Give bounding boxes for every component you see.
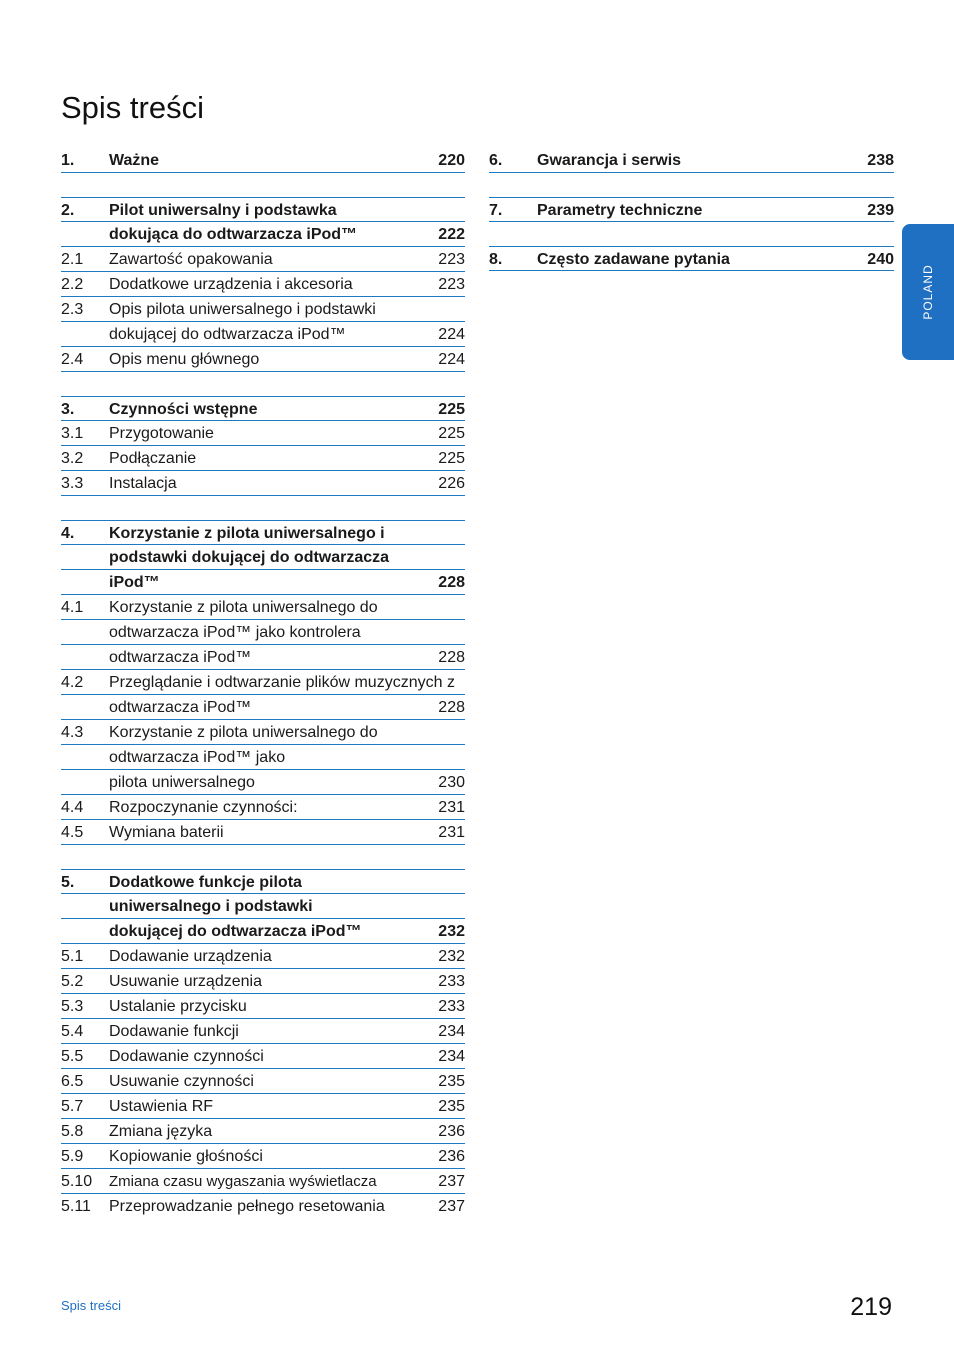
toc-entry-text: Zmiana czasu wygaszania wyświetlacza bbox=[109, 1173, 377, 1190]
toc-entry[interactable] bbox=[61, 795, 465, 820]
toc-entry[interactable] bbox=[61, 620, 465, 645]
toc-entry-page: 224 bbox=[438, 326, 465, 343]
toc-entry-num: 5.7 bbox=[61, 1098, 84, 1115]
toc-spacer bbox=[61, 496, 465, 520]
toc-entry-page: 225 bbox=[438, 450, 465, 467]
toc-entry[interactable] bbox=[61, 595, 465, 620]
toc-entry-num: 5.1 bbox=[61, 948, 84, 965]
toc-entry-num: 5.10 bbox=[61, 1173, 93, 1190]
toc-entry-page: 240 bbox=[867, 251, 894, 268]
toc-entry-page: 239 bbox=[867, 202, 894, 219]
toc-entry[interactable] bbox=[61, 272, 465, 297]
toc-entry[interactable] bbox=[61, 197, 465, 222]
toc-entry-text: uniwersalnego i podstawki bbox=[109, 898, 313, 915]
toc-entry-num: 4. bbox=[61, 525, 75, 542]
toc-entry-text: odtwarzacza iPod™ bbox=[109, 699, 252, 716]
toc-entry-num: 6. bbox=[489, 152, 503, 169]
toc-entry-page: 235 bbox=[438, 1098, 465, 1115]
toc-entry-num: 3.2 bbox=[61, 450, 84, 467]
toc-entry-page: 231 bbox=[438, 824, 465, 841]
footer-section-label: Spis treści bbox=[61, 1298, 121, 1313]
toc-entry-num: 4.4 bbox=[61, 799, 84, 816]
toc-entry-page: 236 bbox=[438, 1123, 465, 1140]
toc-entry-num: 4.1 bbox=[61, 599, 84, 616]
toc-entry[interactable] bbox=[61, 1144, 465, 1169]
toc-entry-page: 226 bbox=[438, 475, 465, 492]
language-tab-label: POLAND bbox=[921, 264, 935, 320]
toc-entry[interactable] bbox=[61, 1069, 465, 1094]
toc-entry-text: odtwarzacza iPod™ jako kontrolera bbox=[109, 624, 361, 641]
toc-entry-num: 5.11 bbox=[61, 1198, 91, 1215]
toc-entry-text: Dodatkowe funkcje pilota bbox=[109, 874, 302, 891]
toc-entry-text: Przeprowadzanie pełnego resetowania bbox=[109, 1198, 385, 1215]
toc-entry-page: 234 bbox=[438, 1023, 465, 1040]
toc-entry[interactable] bbox=[61, 471, 465, 496]
page-title: Spis treści bbox=[61, 90, 204, 125]
toc-entry[interactable] bbox=[61, 770, 465, 795]
toc-entry-text: dokującej do odtwarzacza iPod™ bbox=[109, 923, 362, 940]
toc-entry-text: pilota uniwersalnego bbox=[109, 774, 255, 791]
toc-entry-text: Korzystanie z pilota uniwersalnego do bbox=[109, 724, 378, 741]
toc-entry-num: 1. bbox=[61, 152, 75, 169]
toc-entry-num: 4.2 bbox=[61, 674, 84, 691]
toc-entry-text: Ustalanie przycisku bbox=[109, 998, 247, 1015]
toc-entry-num: 3. bbox=[61, 401, 75, 418]
toc-entry-text: Gwarancja i serwis bbox=[537, 152, 682, 169]
toc-entry-text: dokująca do odtwarzacza iPod™ bbox=[109, 226, 358, 243]
toc-entry-page: 228 bbox=[438, 574, 465, 591]
toc-entry-text: iPod™ bbox=[109, 574, 160, 591]
language-tab bbox=[902, 224, 954, 360]
toc-entry-page: 232 bbox=[438, 948, 465, 965]
toc-entry-page: 237 bbox=[438, 1198, 465, 1215]
toc-entry[interactable] bbox=[61, 148, 465, 173]
toc-entry[interactable] bbox=[61, 247, 465, 272]
toc-entry[interactable] bbox=[61, 297, 465, 322]
toc-entry[interactable] bbox=[61, 994, 465, 1019]
toc-entry[interactable] bbox=[61, 1044, 465, 1069]
toc-entry-num: 4.5 bbox=[61, 824, 84, 841]
toc-entry-text: Usuwanie urządzenia bbox=[109, 973, 262, 990]
toc-entry-text: Korzystanie z pilota uniwersalnego i bbox=[109, 525, 385, 542]
toc-entry-page: 225 bbox=[438, 401, 465, 418]
toc-entry-num: 5.2 bbox=[61, 973, 84, 990]
toc-entry-page: 233 bbox=[438, 998, 465, 1015]
toc-entry-text: Pilot uniwersalny i podstawka bbox=[109, 202, 337, 219]
toc-entry[interactable] bbox=[61, 222, 465, 247]
toc-entry-text: Wymiana baterii bbox=[109, 824, 224, 841]
toc-entry[interactable] bbox=[61, 347, 465, 372]
toc-entry-num: 2.2 bbox=[61, 276, 84, 293]
toc-spacer bbox=[61, 845, 465, 869]
toc-entry-num: 3.3 bbox=[61, 475, 84, 492]
toc-entry-page: 220 bbox=[438, 152, 465, 169]
toc-spacer bbox=[61, 372, 465, 396]
toc-entry-num: 2. bbox=[61, 202, 75, 219]
toc-entry[interactable] bbox=[61, 421, 465, 446]
toc-entry-page: 228 bbox=[438, 649, 465, 666]
toc-entry[interactable] bbox=[61, 446, 465, 471]
toc-entry-page: 237 bbox=[438, 1173, 465, 1190]
toc-entry[interactable] bbox=[61, 1119, 465, 1144]
toc-entry-page: 234 bbox=[438, 1048, 465, 1065]
toc-entry-text: Zawartość opakowania bbox=[109, 251, 273, 268]
toc-entry-page: 236 bbox=[438, 1148, 465, 1165]
toc-entry[interactable] bbox=[61, 695, 465, 720]
toc-entry-text: Przygotowanie bbox=[109, 425, 214, 442]
toc-entry-page: 238 bbox=[867, 152, 894, 169]
toc-entry-page: 222 bbox=[438, 226, 465, 243]
toc-entry[interactable] bbox=[61, 1194, 465, 1219]
toc-entry-page: 233 bbox=[438, 973, 465, 990]
toc-entry-text: Usuwanie czynności bbox=[109, 1073, 254, 1090]
toc-entry-page: 235 bbox=[438, 1073, 465, 1090]
toc-spacer bbox=[61, 173, 465, 197]
toc-entry-text: Ważne bbox=[109, 152, 160, 169]
toc-entry-num: 6.5 bbox=[61, 1073, 84, 1090]
toc-entry-page: 231 bbox=[438, 799, 465, 816]
toc-entry-text: Przeglądanie i odtwarzanie plików muzycznych z bbox=[109, 674, 455, 691]
toc-entry-text: Dodatkowe urządzenia i akcesoria bbox=[109, 276, 353, 293]
toc-entry[interactable] bbox=[489, 148, 894, 173]
toc-entry[interactable] bbox=[61, 520, 465, 545]
toc-entry-page: 230 bbox=[438, 774, 465, 791]
toc-left-column bbox=[61, 148, 465, 1219]
toc-entry[interactable] bbox=[61, 645, 465, 670]
toc-right-column bbox=[489, 148, 894, 271]
toc-entry-text: Korzystanie z pilota uniwersalnego do bbox=[109, 599, 378, 616]
toc-entry-num: 7. bbox=[489, 202, 503, 219]
toc-entry-num: 8. bbox=[489, 251, 503, 268]
toc-entry-text: Dodawanie urządzenia bbox=[109, 948, 272, 965]
toc-entry-page: 225 bbox=[438, 425, 465, 442]
toc-entry-text: Dodawanie funkcji bbox=[109, 1023, 239, 1040]
toc-entry-text: Instalacja bbox=[109, 475, 177, 492]
toc-entry-text: Podłączanie bbox=[109, 450, 197, 467]
toc-entry[interactable] bbox=[61, 670, 465, 695]
toc-entry[interactable] bbox=[61, 396, 465, 421]
toc-entry-num: 5. bbox=[61, 874, 75, 891]
toc-entry-num: 5.5 bbox=[61, 1048, 84, 1065]
toc-entry-text: dokującej do odtwarzacza iPod™ bbox=[109, 326, 346, 343]
toc-entry[interactable] bbox=[61, 745, 465, 770]
toc-entry[interactable] bbox=[61, 969, 465, 994]
toc-entry-page: 228 bbox=[438, 699, 465, 716]
toc-entry[interactable] bbox=[61, 919, 465, 944]
toc-spacer bbox=[489, 173, 894, 197]
toc-entry[interactable] bbox=[61, 545, 465, 570]
toc-entry[interactable] bbox=[61, 1094, 465, 1119]
toc-entry-text: Kopiowanie głośności bbox=[109, 1148, 263, 1165]
toc-entry-num: 2.4 bbox=[61, 351, 84, 368]
toc-entry-num: 5.3 bbox=[61, 998, 84, 1015]
toc-entry-text: Ustawienia RF bbox=[109, 1098, 214, 1115]
toc-entry-num: 2.1 bbox=[61, 251, 84, 268]
toc-entry-text: Parametry techniczne bbox=[537, 202, 703, 219]
toc-spacer bbox=[489, 222, 894, 246]
toc-entry-num: 2.3 bbox=[61, 301, 84, 318]
toc-entry-text: Zmiana języka bbox=[109, 1123, 213, 1140]
toc-entry[interactable] bbox=[61, 1169, 465, 1194]
toc-entry-page: 232 bbox=[438, 923, 465, 940]
toc-entry-page: 224 bbox=[438, 351, 465, 368]
toc-entry[interactable] bbox=[61, 322, 465, 347]
toc-entry-num: 4.3 bbox=[61, 724, 84, 741]
toc-entry[interactable] bbox=[61, 720, 465, 745]
toc-entry-page: 223 bbox=[438, 276, 465, 293]
toc-entry-text: podstawki dokującej do odtwarzacza bbox=[109, 549, 390, 566]
toc-entry[interactable] bbox=[61, 944, 465, 969]
toc-entry-num: 5.9 bbox=[61, 1148, 84, 1165]
toc-entry-text: Opis menu głównego bbox=[109, 351, 260, 368]
toc-entry-text: Opis pilota uniwersalnego i podstawki bbox=[109, 301, 376, 318]
toc-entry[interactable] bbox=[61, 570, 465, 595]
toc-entry-num: 5.4 bbox=[61, 1023, 84, 1040]
footer-page-number: 219 bbox=[850, 1293, 892, 1321]
toc-entry-text: odtwarzacza iPod™ jako bbox=[109, 749, 286, 766]
toc-entry[interactable] bbox=[489, 197, 894, 222]
toc-entry[interactable] bbox=[61, 894, 465, 919]
toc-entry-num: 5.8 bbox=[61, 1123, 84, 1140]
toc-entry-page: 223 bbox=[438, 251, 465, 268]
toc-entry-text: Czynności wstępne bbox=[109, 401, 258, 418]
toc-entry-num: 3.1 bbox=[61, 425, 84, 442]
toc-entry[interactable] bbox=[61, 1019, 465, 1044]
toc-entry-text: odtwarzacza iPod™ bbox=[109, 649, 252, 666]
toc-entry[interactable] bbox=[61, 869, 465, 894]
toc-entry-text: Często zadawane pytania bbox=[537, 251, 730, 268]
toc-entry-text: Dodawanie czynności bbox=[109, 1048, 264, 1065]
toc-entry[interactable] bbox=[61, 820, 465, 845]
toc-entry[interactable] bbox=[489, 246, 894, 271]
toc-entry-text: Rozpoczynanie czynności: bbox=[109, 799, 298, 816]
